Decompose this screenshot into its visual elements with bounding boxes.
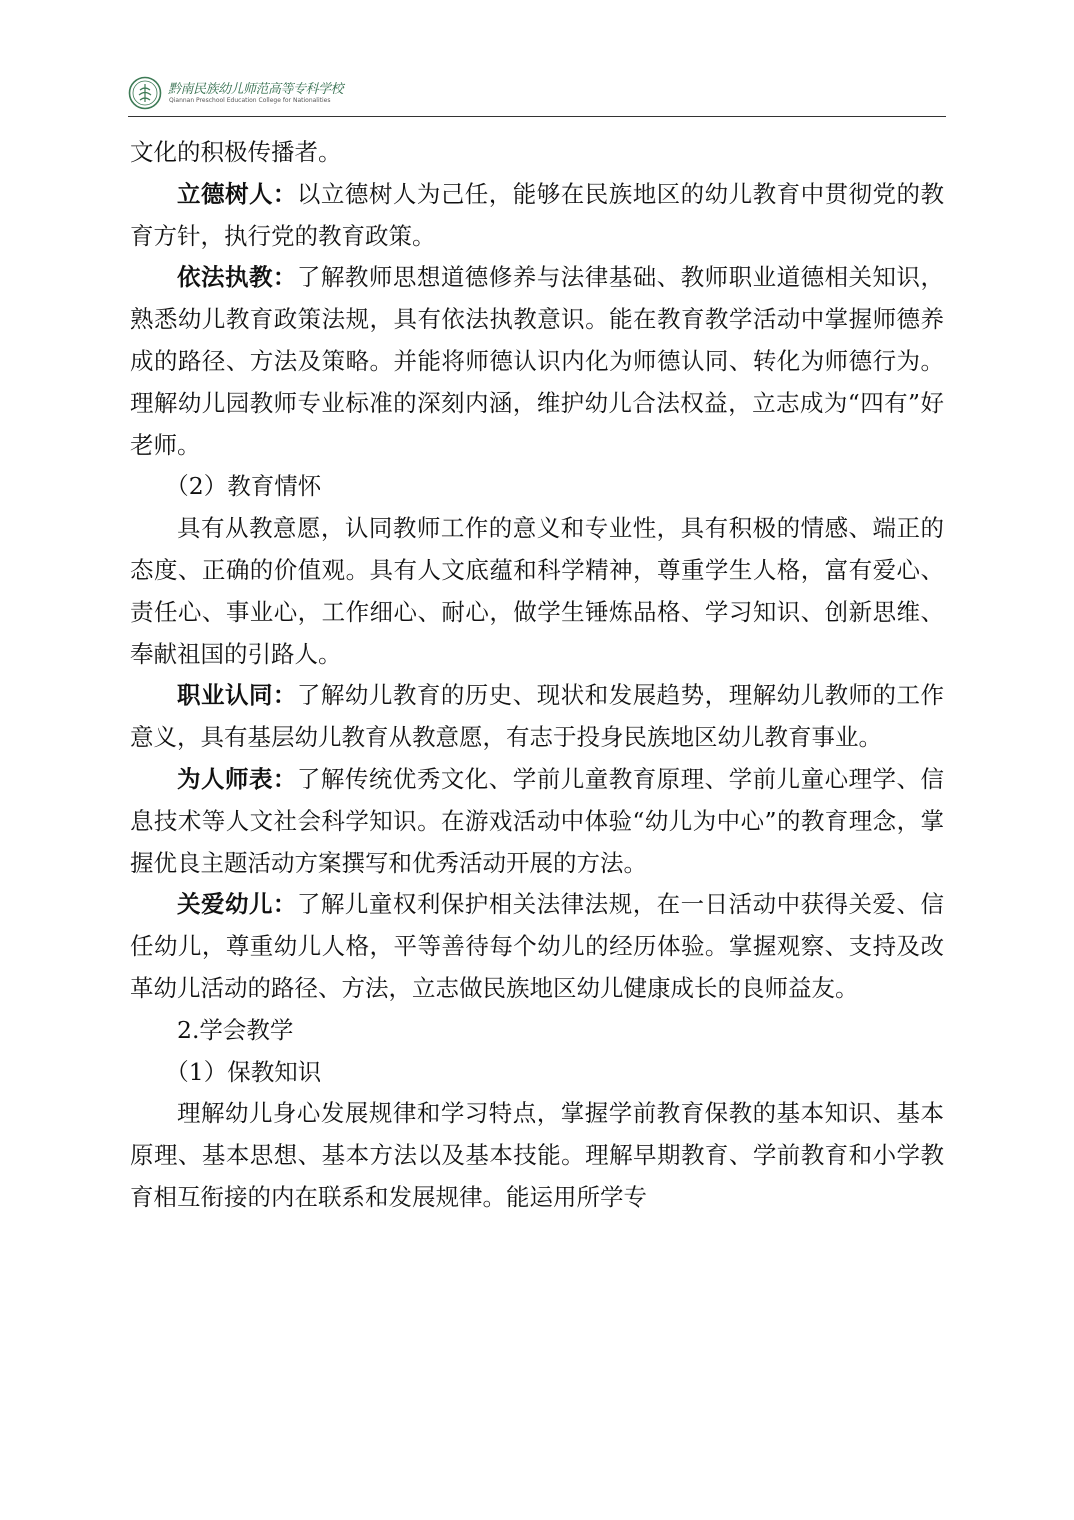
page-header	[128, 70, 946, 117]
text-zhiye-rentong: 了解幼儿教育的历史、现状和发展趋势，理解幼儿教师的工作意义，具有基层幼儿教育从教意愿，有志于投身民族地区幼儿教育事业。	[130, 681, 945, 752]
paragraph-weiren-shibiao	[130, 759, 944, 884]
paragraph-lide-shuren	[130, 174, 944, 258]
term-guanai-youer: 关爱幼儿：	[177, 890, 297, 919]
heading-jiaoyu-qinghuai: （2）教育情怀	[165, 472, 322, 501]
term-zhiye-rentong: 职业认同：	[177, 681, 297, 710]
text-lide-shuren: 以立德树人为己任，能够在民族地区的幼儿教育中贯彻党的教育方针，执行党的教育政策。	[130, 179, 945, 250]
text-yifa-zhijiao: 了解教师思想道德修养与法律基础、教师职业道德相关知识，熟悉幼儿教育政策法规，具有依法执教意识。能在教育教学活动中掌握师德养成的路径、方法及策略。并能将师德认识内化为师德认同、转化为师德行为。理解幼儿园教师专业标准的深刻内涵，维护幼儿合法权益，立志成为“四有”好老师。	[130, 263, 945, 459]
paragraph-baojiao-zhishi: 理解幼儿身心发展规律和学习特点，掌握学前教育保教的基本知识、基本原理、基本思想、基本方法以及基本技能。理解早期教育、学前教育和小学教育相互衔接的内在联系和发展规律。能运用所学专	[130, 1099, 944, 1211]
paragraph-continuation: 文化的积极传播者。	[130, 138, 342, 166]
term-lide-shuren: 立德树人：	[177, 179, 297, 208]
paragraph-zhiye-rentong	[130, 675, 944, 759]
school-name-cn: 黔南民族幼儿师范高等专科学校	[168, 82, 344, 97]
paragraph-yifa-zhijiao	[130, 257, 944, 466]
term-weiren-shibiao: 为人师表：	[177, 764, 297, 793]
document-body	[130, 132, 944, 1219]
school-name-en: Qiannan Preschool Education College for Nationalities	[169, 97, 331, 104]
paragraph-guanai-youer	[130, 884, 944, 1009]
heading-baojiao-zhishi: （1）保教知识	[165, 1057, 322, 1086]
text-weiren-shibiao: 了解传统优秀文化、学前儿童教育原理、学前儿童心理学、信息技术等人文社会科学知识。在游戏活动中体验“幼儿为中心”的教育理念，掌握优良主题活动方案撰写和优秀活动开展的方法。	[130, 764, 945, 877]
term-yifa-zhijiao: 依法执教：	[177, 263, 297, 292]
paragraph-jiaoyu-qinghuai: 具有从教意愿，认同教师工作的意义和专业性，具有积极的情感、端正的态度、正确的价值观。具有人文底蕴和科学精神，尊重学生人格，富有爱心、责任心、事业心，工作细心、耐心，做学生锤炼品格、学习知识、创新思维、奉献祖国的引路人。	[130, 514, 944, 668]
heading-xuehui-jiaoxue: 2.学会教学	[177, 1015, 294, 1044]
text-guanai-youer: 了解儿童权利保护相关法律法规，在一日活动中获得关爱、信任幼儿，尊重幼儿人格，平等善待每个幼儿的经历体验。掌握观察、支持及改革幼儿活动的路径、方法，立志做民族地区幼儿健康成长的良师益友。	[130, 890, 945, 1002]
school-seal-icon	[128, 76, 162, 110]
